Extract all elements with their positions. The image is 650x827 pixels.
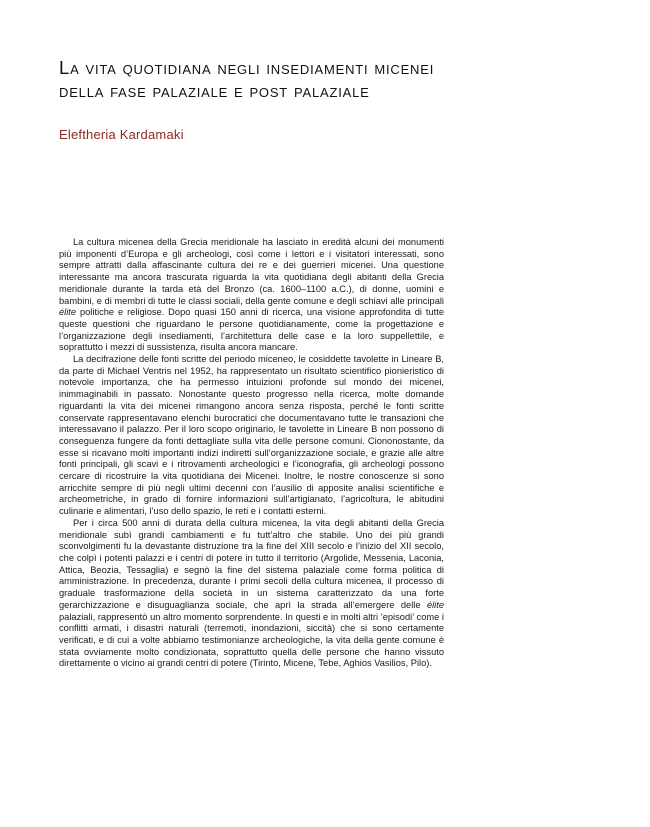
article-author: Eleftheria Kardamaki (59, 127, 184, 142)
article-title (59, 56, 619, 102)
article-title-line-2: della fase palaziale e post palaziale (59, 80, 370, 101)
paragraph-text: La cultura micenea della Grecia meridionale ha lasciato in eredità alcuni dei monumenti più imponenti d’Europa e gli archeologi, così come i lettori e i visitatori interessati, sono sempre attratti dalla affascinante cultura dei re e dei guerrieri micenei. Una questione interessante ma ancora trascurata riguarda la vita quotidiana degli abitanti della Grecia meridionale durante la tarda età del Bronzo (ca. 1600–1100 a.C.), di donne, uomini e bambini, e di membri di tutte le classi sociali, della gente comune e degli schiavi alle principali (59, 237, 444, 306)
paragraph-text: politiche e religiose. Dopo quasi 150 anni di ricerca, una visione approfondita di tutte queste questioni che riguardano le persone quotidianamente, come la progettazione e l’organizzazione degli insediamenti, l’architettura delle case e la loro suppellettile, e soprattutto i mezzi di sussistenza, risulta ancora mancare. (59, 307, 444, 353)
paragraph-text-italic: élite (426, 599, 444, 610)
paragraph-text: La decifrazione delle fonti scritte del periodo miceneo, le cosiddette tavolette in Lineare B, da parte di Michael Ventris nel 1952, ha rappresentato un risultato scientifico pionieristico di notevole importanza, che ha permesso intuizioni profonde sul mondo dei micenei, inimmaginabili in passato. Nonostante questo progresso nella ricerca, molte domande riguardanti la vita dei micenei rimangono ancora senza risposta, perché le fonti scritte conservate rappresentavano elenchi burocratici che documentavano tutte le transazioni che interessavano il palazzo. Per il loro scopo originario, le tavolette in Lineare B non possono di conseguenza fungere da fonti dettagliate sulla vita delle persone comuni. Ciononostante, da esse si ricavano molti importanti indizi indiretti sull’organizzazione sociale, e grazie alle altre fonti principali, gli scavi e i ritrovamenti archeologici e l’iconografia, gli archeologi possono cercare di ricostruire la vita quotidiana dei Micenei. Inoltre, le nostre conoscenze si sono arricchite sempre di più negli ultimi decenni con l’ausilio di apposite analisi scientifiche e archeometriche, in grado di fornire informazioni sull’artigianato, l’agricoltura, le abitudini culinarie e alimentari, l’uso dello spazio, le reti e i contatti esterni. (59, 354, 444, 517)
body-paragraph (59, 354, 444, 518)
paragraph-text: Per i circa 500 anni di durata della cultura micenea, la vita degli abitanti della Grecia meridionale subì grandi cambiamenti e fu tutt’altro che stabile. Uno dei più grandi sconvolgimenti fu la devastante distruzione tra la fine del XIII secolo e l’inizio del XII secolo, che colpì i potenti palazzi e i centri di potere in tutto il territorio (Argolide, Messenia, Laconia, Attica, Beozia, Tessaglia) e segnò la fine del sistema palaziale come forma politica di amministrazione. In precedenza, durante i primi secoli della cultura micenea, il processo di graduale trasformazione della società in un sistema caratterizzato da una forte gerarchizzazione e disuguaglianza sociale, che aprì la strada all’emergere delle (59, 517, 444, 610)
article-body (59, 237, 444, 670)
body-paragraph (59, 518, 444, 670)
paragraph-text: palaziali, rappresentò un altro momento sorprendente. In questi e in molti altri ‘episodi’ come i conflitti armati, i disastri naturali (terremoti, inondazioni, siccità) che si sono certamente verificati, e di cui a volte abbiamo testimonianze archeologiche, la vita della gente comune è stata ovviamente molto condizionata, soprattutto quella delle persone che hanno vissuto direttamente o vicino ai grandi centri di potere (Tirinto, Micene, Tebe, Aghios Vasilios, Pilo). (59, 611, 444, 669)
article-title-line-1: La vita quotidiana negli insediamenti micenei (59, 57, 435, 78)
body-paragraph (59, 237, 444, 354)
paragraph-text-italic: élite (59, 307, 77, 318)
